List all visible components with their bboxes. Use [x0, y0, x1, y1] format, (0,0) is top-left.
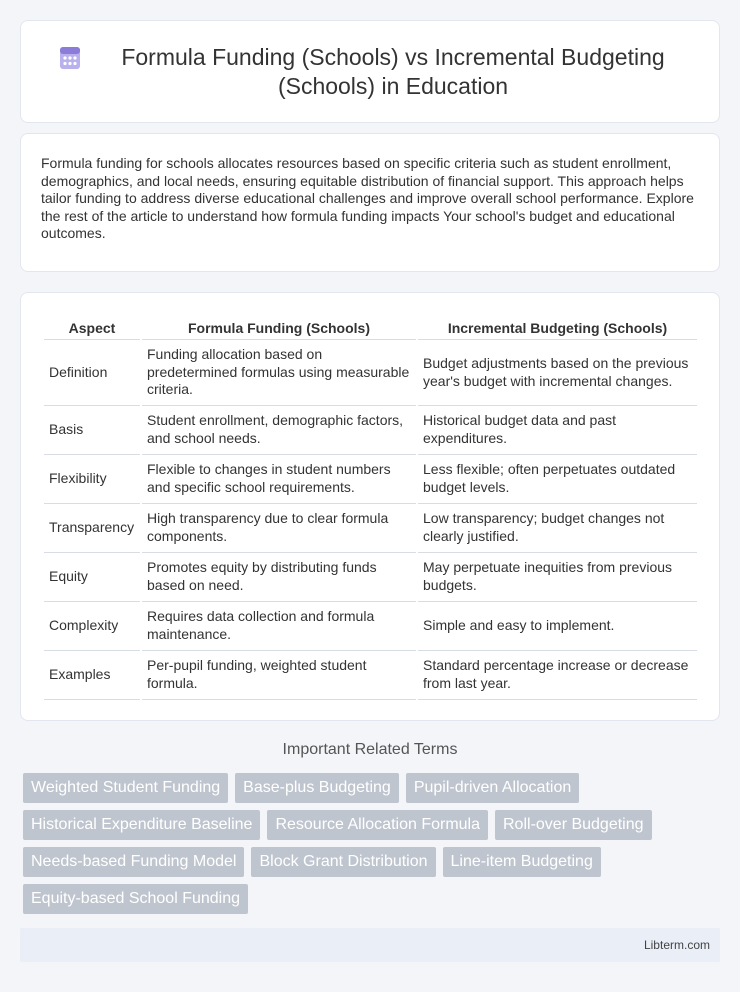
intro-paragraph: Formula funding for schools allocates resources based on specific criteria such as student enrollment, demographics, and local needs, ensuring equitable distribution of financial support. This approach helps tailor funding to address diverse educational challenges and improve overall school performance. Explore the rest of the article to understand how formula funding impacts Your school's budget and educational outcomes. [41, 155, 694, 242]
formula-cell: Funding allocation based on predetermined formulas using measurable criteria. [142, 340, 416, 406]
incremental-cell: May perpetuate inequities from previous budgets. [418, 553, 697, 602]
aspect-cell: Basis [44, 406, 140, 455]
incremental-cell: Historical budget data and past expenditures. [418, 406, 697, 455]
formula-cell: High transparency due to clear formula components. [142, 504, 416, 553]
related-terms-title: Important Related Terms [282, 741, 458, 758]
table-row [44, 553, 697, 602]
incremental-cell: Budget adjustments based on the previous year's budget with incremental changes. [418, 340, 697, 406]
aspect-cell: Complexity [44, 602, 140, 651]
incremental-cell: Standard percentage increase or decrease from last year. [418, 651, 697, 700]
table-row [44, 651, 697, 700]
related-term-tag[interactable]: Block Grant Distribution [251, 847, 435, 877]
calculator-icon [57, 45, 83, 71]
intro-card [20, 133, 720, 272]
table-row [44, 406, 697, 455]
page-title: Formula Funding (Schools) vs Incremental Budgeting (Schools) in Education [121, 43, 665, 99]
related-term-tag[interactable]: Weighted Student Funding [23, 773, 228, 803]
aspect-cell: Definition [44, 340, 140, 406]
table-header-row [44, 315, 697, 340]
table-row [44, 455, 697, 504]
formula-cell: Per-pupil funding, weighted student formula. [142, 651, 416, 700]
related-terms-list [23, 773, 703, 921]
formula-cell: Requires data collection and formula maintenance. [142, 602, 416, 651]
related-term-tag[interactable]: Roll-over Budgeting [495, 810, 652, 840]
formula-cell: Promotes equity by distributing funds based on need. [142, 553, 416, 602]
table-row [44, 602, 697, 651]
related-term-tag[interactable]: Base-plus Budgeting [235, 773, 399, 803]
header-formula-funding: Formula Funding (Schools) [142, 315, 416, 340]
table-row [44, 504, 697, 553]
incremental-cell: Low transparency; budget changes not clearly justified. [418, 504, 697, 553]
related-term-tag[interactable]: Equity-based School Funding [23, 884, 248, 914]
footer [20, 928, 720, 962]
header-incremental-budgeting: Incremental Budgeting (Schools) [418, 315, 697, 340]
related-term-tag[interactable]: Needs-based Funding Model [23, 847, 244, 877]
incremental-cell: Simple and easy to implement. [418, 602, 697, 651]
related-term-tag[interactable]: Resource Allocation Formula [267, 810, 488, 840]
aspect-cell: Flexibility [44, 455, 140, 504]
formula-cell: Student enrollment, demographic factors, and school needs. [142, 406, 416, 455]
formula-cell: Flexible to changes in student numbers and specific school requirements. [142, 455, 416, 504]
footer-site-link[interactable]: Libterm.com [643, 938, 710, 952]
table-row [44, 340, 697, 406]
incremental-cell: Less flexible; often perpetuates outdated budget levels. [418, 455, 697, 504]
comparison-card [20, 292, 720, 721]
comparison-table [42, 315, 699, 700]
aspect-cell: Equity [44, 553, 140, 602]
title-card [20, 20, 720, 123]
aspect-cell: Transparency [44, 504, 140, 553]
related-term-tag[interactable]: Historical Expenditure Baseline [23, 810, 260, 840]
related-term-tag[interactable]: Line-item Budgeting [443, 847, 601, 877]
header-aspect: Aspect [44, 315, 140, 340]
related-term-tag[interactable]: Pupil-driven Allocation [406, 773, 579, 803]
aspect-cell: Examples [44, 651, 140, 700]
